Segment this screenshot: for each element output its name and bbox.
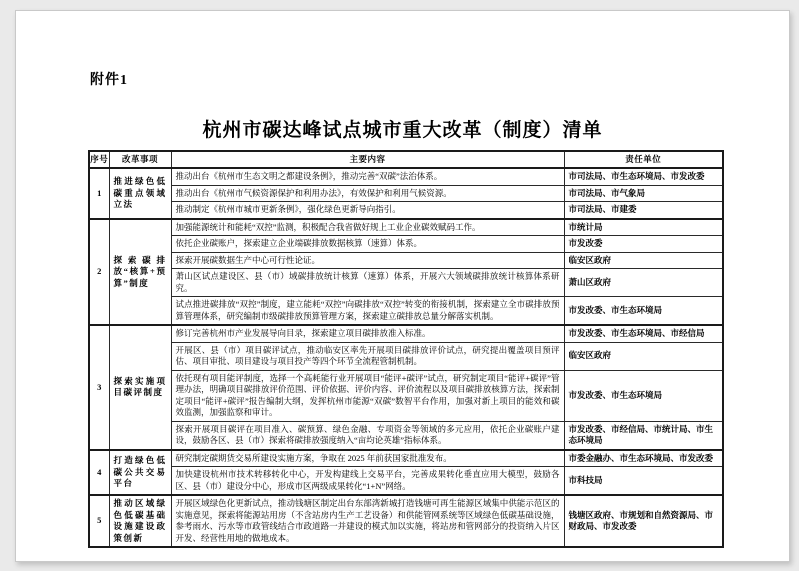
row-number-cell: 1 (89, 168, 109, 219)
table-row (89, 467, 723, 496)
main-content-cell: 开展区、县（市）项目碳评试点，推动临安区率先开展项目碳排放评价试点，研究提出覆盖项目预评估、项目审批、项目建设与项目投产等四个环节全流程管制机制。 (171, 342, 564, 370)
reform-item-cell: 打造绿色低碳公共交易平台 (109, 450, 171, 496)
reform-group (89, 168, 723, 219)
responsible-unit-cell: 市统计局 (564, 219, 723, 236)
table-row (89, 236, 723, 253)
header-row (89, 151, 723, 168)
main-content-cell: 试点推进碳排放“双控”制度，建立能耗“双控”向碳排放“双控”转变的衔接机制，探索建立全市碳排放预算管理体系，研究编制市级碳排放预算管理方案，探索建立碳排放总量分解落实机制。 (171, 297, 564, 326)
table-row (89, 370, 723, 421)
main-content-cell: 萧山区试点建设区、县（市）域碳排放统计核算（速算）体系，开展六大领域碳排放统计核算体系研究。 (171, 269, 564, 297)
main-content-cell: 推动制定《杭州市城市更新条例》，强化绿色更新导向指引。 (171, 202, 564, 219)
responsible-unit-cell: 市发改委 (564, 236, 723, 253)
table-row (89, 495, 723, 547)
main-content-cell: 开展区域绿色化更新试点，推动钱塘区制定出台东部湾新城打造钱塘可再生能源区域集中供能示范区的实施意见，探索将能源站用房（不含站房内生产工艺设备）和供能管网系统等区域绿色低碳基础设施，参考雨水、污水等市政管线结合市政道路一并建设的模式加以实施，将站房和管网部分的投资纳入片区开发、经营性用地的做地成本。 (171, 495, 564, 547)
main-content-cell: 加快建设杭州市技术转移转化中心，开发构建线上交易平台，完善成果转化垂直应用大模型，鼓励各区、县（市）建设分中心，形成市区两级成果转化“1+N”网络。 (171, 467, 564, 496)
row-number-cell: 3 (89, 325, 109, 450)
row-number-cell: 2 (89, 219, 109, 326)
reform-table (88, 150, 724, 548)
table-row (89, 219, 723, 236)
row-number-cell: 4 (89, 450, 109, 496)
main-content-cell: 探索开展项目碳评在项目准入、碳预算、绿色金融、专项资金等领域的多元应用，依托企业碳账户建设，鼓励各区、县（市）探索将碳排放强度纳入“亩均论英雄”指标体系。 (171, 421, 564, 450)
main-content-cell: 依托企业碳账户，探索建立企业端碳排放数据核算（速算）体系。 (171, 236, 564, 253)
page-title: 杭州市碳达峰试点城市重大改革（制度）清单 (202, 120, 603, 141)
responsible-unit-cell: 市科技局 (564, 467, 723, 496)
responsible-unit-cell: 市发改委、市生态环境局 (564, 370, 723, 421)
table-row (89, 185, 723, 202)
responsible-unit-cell: 市发改委、市生态环境局 (564, 297, 723, 326)
main-content-cell: 推动出台《杭州市气候资源保护和利用办法》，有效保护和利用气候资源。 (171, 185, 564, 202)
col-header-no: 序号 (89, 151, 109, 168)
main-content-cell: 探索开展碳数据生产中心可行性论证。 (171, 252, 564, 269)
main-content-cell: 依托现有项目能评制度，选择一个高耗能行业开展项目“能评+碳评”试点，研究制定项目“能评+碳评”管理办法，明确项目碳排放评价范围、评价依据、评价内容、评价流程以及项目碳排放核算方法，探索制定项目“能评+碳评”报告编制大纲，发挥杭州市能源“双碳”数智平台作用，加强对新上项目的能效和碳效监测，加强监察和审计。 (171, 370, 564, 421)
responsible-unit-cell: 市司法局、市气象局 (564, 185, 723, 202)
main-content-cell: 修订完善杭州市产业发展导向目录，探索建立项目碳排放准入标准。 (171, 325, 564, 342)
responsible-unit-cell: 市发改委、市生态环境局、市经信局 (564, 325, 723, 342)
reform-item-cell: 推动区域绿色低碳基础设施建设政策创新 (109, 495, 171, 547)
table-row (89, 342, 723, 370)
reform-item-cell: 推进绿色低碳重点领域立法 (109, 168, 171, 219)
table-row (89, 421, 723, 450)
reform-item-cell: 探索实施项目碳评制度 (109, 325, 171, 450)
responsible-unit-cell: 临安区政府 (564, 252, 723, 269)
table-row (89, 325, 723, 342)
responsible-unit-cell: 市发改委、市经信局、市统计局、市生态环境局 (564, 421, 723, 450)
table-row (89, 297, 723, 326)
main-content-cell: 推动出台《杭州市生态文明之都建设条例》，推动完善“双碳”法治体系。 (171, 168, 564, 185)
row-number-cell: 5 (89, 495, 109, 547)
main-content-cell: 加强能源统计和能耗“双控”监测，积极配合我省做好规上工业企业碳效赋码工作。 (171, 219, 564, 236)
main-content-cell: 研究制定碳期货交易所建设实施方案，争取在 2025 年前获国家批准发布。 (171, 450, 564, 467)
col-header-content: 主要内容 (171, 151, 564, 168)
reform-group (89, 219, 723, 326)
responsible-unit-cell: 临安区政府 (564, 342, 723, 370)
table-row (89, 269, 723, 297)
responsible-unit-cell: 市司法局、市建委 (564, 202, 723, 219)
reform-item-cell: 探索碳排放“核算+预算”制度 (109, 219, 171, 326)
table-row (89, 202, 723, 219)
reform-group (89, 325, 723, 450)
table-row (89, 252, 723, 269)
responsible-unit-cell: 钱塘区政府、市规划和自然资源局、市财政局、市发改委 (564, 495, 723, 547)
table-header (89, 151, 723, 168)
reform-group (89, 450, 723, 496)
col-header-item: 改革事项 (109, 151, 171, 168)
reform-group (89, 495, 723, 547)
responsible-unit-cell: 市委金融办、市生态环境局、市发改委 (564, 450, 723, 467)
table-row (89, 168, 723, 185)
responsible-unit-cell: 萧山区政府 (564, 269, 723, 297)
col-header-unit: 责任单位 (564, 151, 723, 168)
attachment-label: 附件1 (90, 73, 128, 88)
responsible-unit-cell: 市司法局、市生态环境局、市发改委 (564, 168, 723, 185)
document-page (15, 10, 790, 562)
table-row (89, 450, 723, 467)
